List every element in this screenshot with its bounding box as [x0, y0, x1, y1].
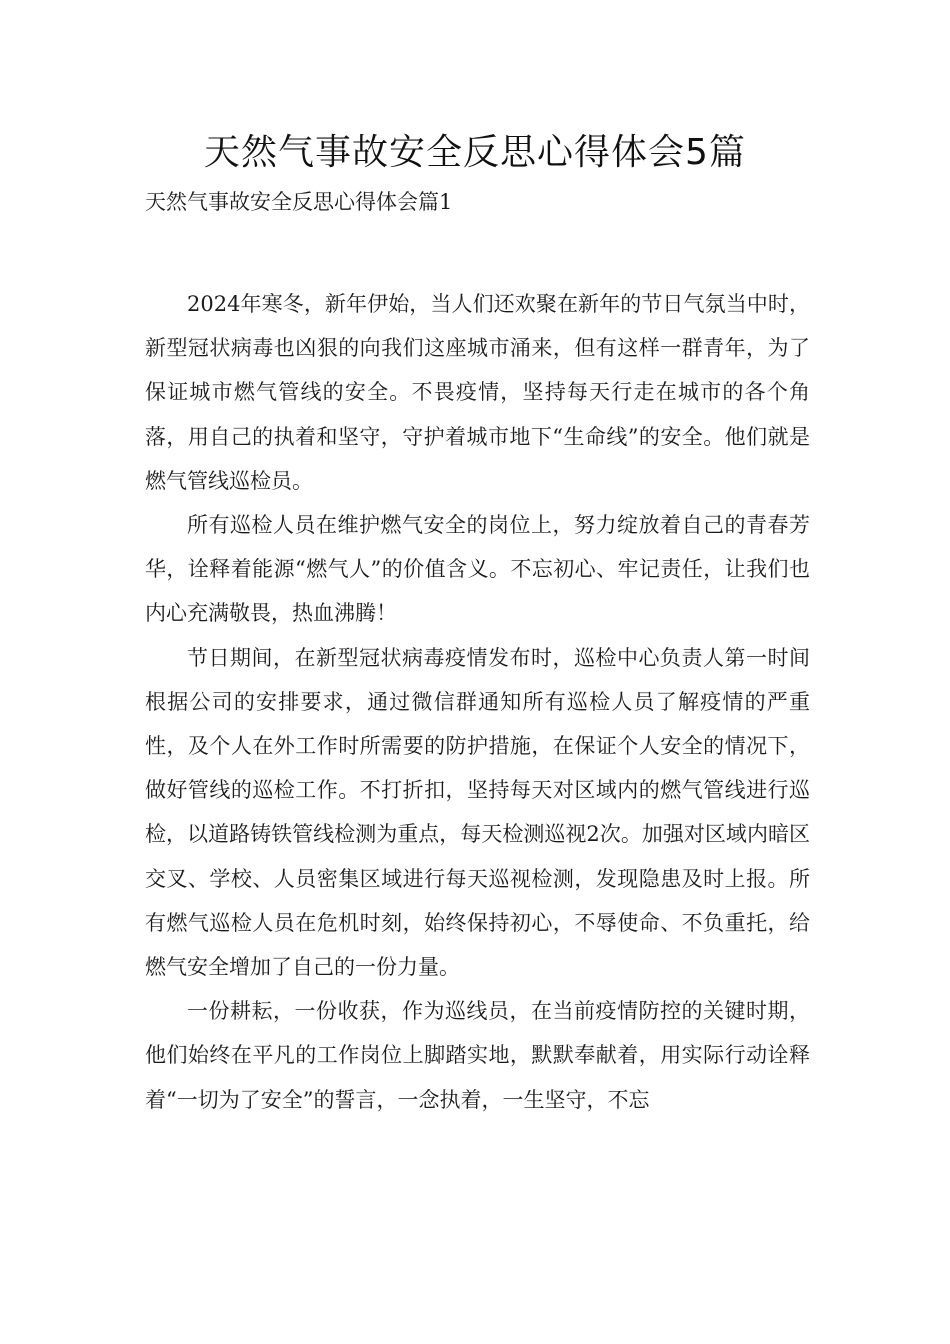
paragraph-3: 节日期间，在新型冠状病毒疫情发布时，巡检中心负责人第一时间根据公司的安排要求，通过微信群通知所有巡检人员了解疫情的严重性，及个人在外工作时所需要的防护措施，在保证个人安全的情况下，做好管线的巡检工作。不打折扣，坚持每天对区域内的燃气管线进行巡检，以道路铸铁管线检测为重点，每天检测巡视2次。加强对区域内暗区交叉、学校、人员密集区域进行每天巡视检测，发现隐患及时上报。所有燃气巡检人员在危机时刻，始终保持初心，不辱使命、不负重托，给燃气安全增加了自己的一份力量。: [145, 645, 810, 980]
paragraph-4: 一份耕耘，一份收获，作为巡线员，在当前疫情防控的关键时期，他们始终在平凡的工作岗位上脚踏实地，默默奉献着，用实际行动诠释着“一切为了安全”的誓言，一念执着，一生坚守，不忘: [145, 999, 810, 1112]
document-body: [145, 282, 810, 1122]
paragraph-2: 所有巡检人员在维护燃气安全的岗位上，努力绽放着自己的青春芳华，诠释着能源“燃气人”的价值含义。不忘初心、牢记责任，让我们也内心充满敬畏，热血沸腾！: [145, 513, 810, 626]
section-heading: 天然气事故安全反思心得体会篇1: [145, 190, 453, 214]
paragraph-1: 2024年寒冬，新年伊始，当人们还欢聚在新年的节日气氛当中时，新型冠状病毒也凶狠的向我们这座城市涌来，但有这样一群青年，为了保证城市燃气管线的安全。不畏疫情，坚持每天行走在城市的各个角落，用自己的执着和坚守，守护着城市地下“生命线”的安全。他们就是燃气管线巡检员。: [145, 292, 810, 493]
document-title: 天然气事故安全反思心得体会5篇: [204, 132, 746, 173]
